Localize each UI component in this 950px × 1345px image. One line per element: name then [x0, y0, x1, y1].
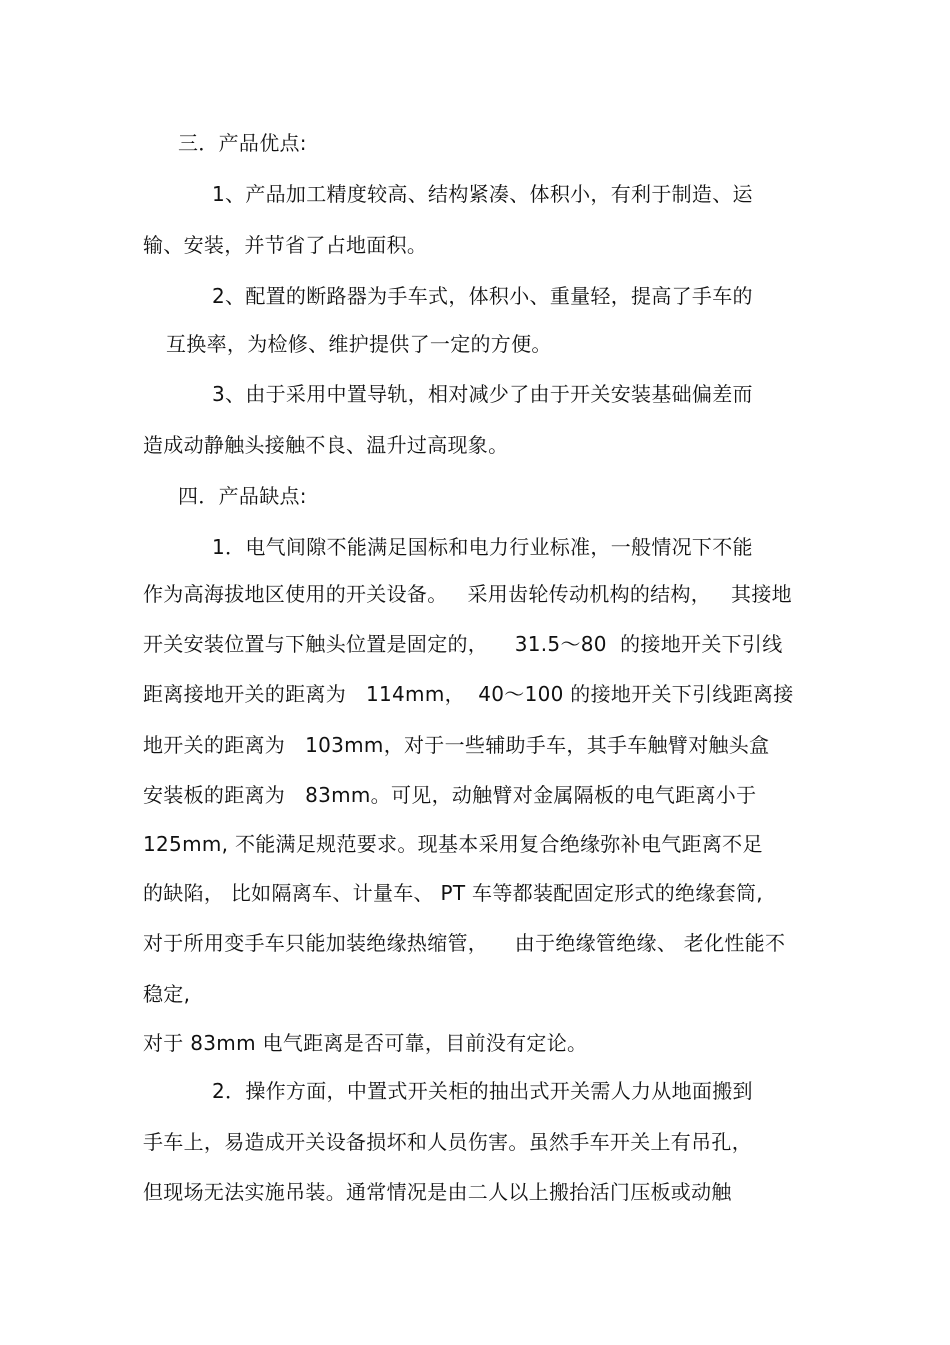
paragraph-line: 手车上，易造成开关设备损坏和人员伤害。虽然手车开关上有吊孔， [143, 1130, 752, 1154]
paragraph-line: 1．电气间隙不能满足国标和电力行业标准，一般情况下不能 [212, 535, 753, 559]
paragraph-line: 地开关的距离为 103mm，对于一些辅助手车，其手车触臂对触头盒 [143, 733, 770, 757]
paragraph-line: 的缺陷， 比如隔离车、计量车、 PT 车等都装配固定形式的绝缘套筒, [143, 881, 763, 905]
paragraph-line: 稳定, [143, 982, 191, 1006]
paragraph-line: 但现场无法实施吊装。通常情况是由二人以上搬抬活门压板或动触 [143, 1180, 732, 1204]
paragraph-line: 造成动静触头接触不良、温升过高现象。 [143, 433, 509, 457]
section-heading-disadvantages: 四．产品缺点: [178, 484, 307, 508]
section-heading-advantages: 三．产品优点: [178, 131, 307, 155]
paragraph-line: 2、配置的断路器为手车式，体积小、重量轻，提高了手车的 [212, 284, 753, 308]
paragraph-line: 安装板的距离为 83mm。可见，动触臂对金属隔板的电气距离小于 [143, 783, 757, 807]
paragraph-line: 125mm, 不能满足规范要求。现基本采用复合绝缘弥补电气距离不足 [143, 832, 763, 856]
paragraph-line: 1、产品加工精度较高、结构紧凑、体积小，有利于制造、运 [212, 182, 753, 206]
paragraph-line: 开关安装位置与下触头位置是固定的， 31.5～80 的接地开关下引线 [143, 632, 783, 656]
paragraph-line: 对于 83mm 电气距离是否可靠，目前没有定论。 [143, 1031, 588, 1055]
paragraph-line: 作为高海拔地区使用的开关设备。 采用齿轮传动机构的结构， 其接地 [143, 582, 792, 606]
paragraph-line: 对于所用变手车只能加装绝缘热缩管， 由于绝缘管绝缘、 老化性能不 [143, 931, 786, 955]
paragraph-line: 距离接地开关的距离为 114mm， 40～100 的接地开关下引线距离接 [143, 682, 794, 706]
paragraph-line: 2．操作方面，中置式开关柜的抽出式开关需人力从地面搬到 [212, 1079, 753, 1103]
paragraph-line: 互换率，为检修、维护提供了一定的方便。 [166, 332, 552, 356]
paragraph-line: 3、由于采用中置导轨，相对减少了由于开关安装基础偏差而 [212, 382, 753, 406]
paragraph-line: 输、安装，并节省了占地面积。 [143, 233, 428, 257]
